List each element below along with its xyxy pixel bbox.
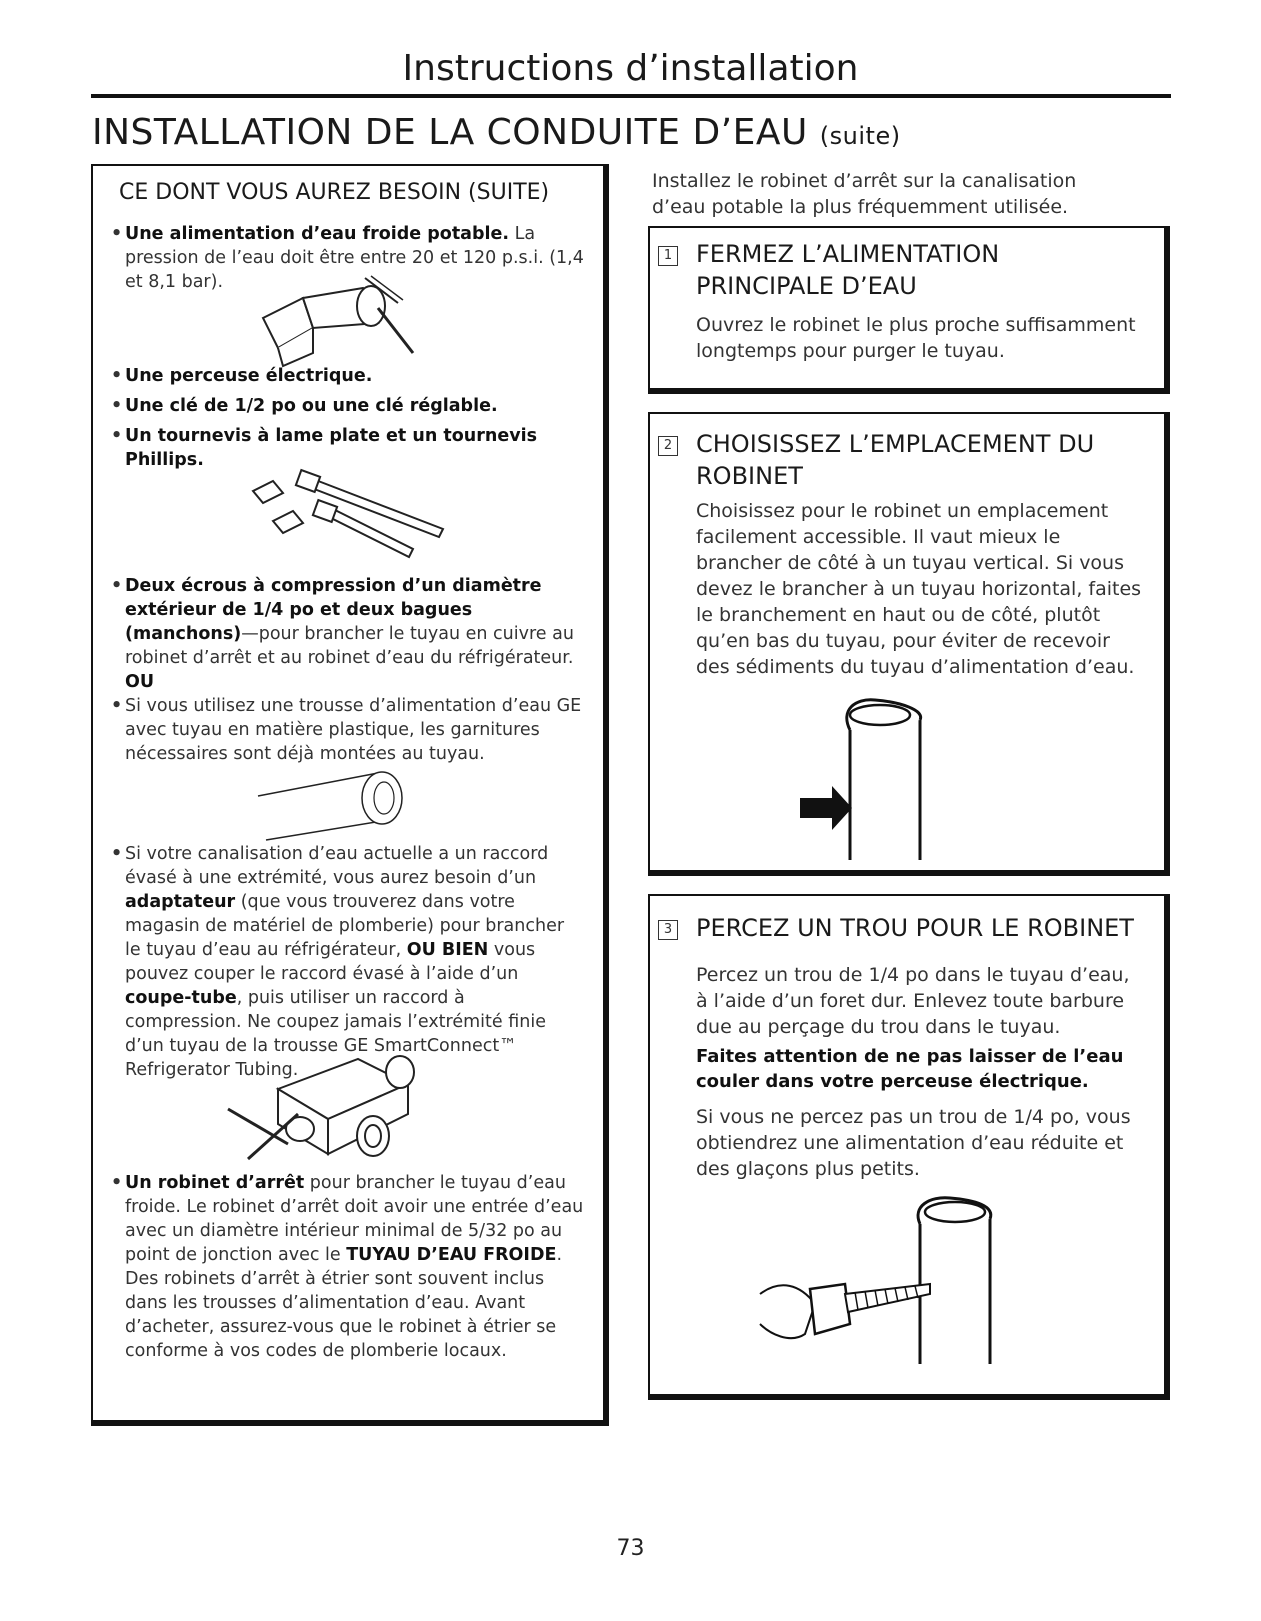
item-bold: OU BIEN xyxy=(406,940,489,960)
step-number: 3 xyxy=(658,920,678,940)
list-item: • Deux écrous à compression d’un diamètre extérieur de 1/4 po et deux bagues (manchons)—pour brancher le tuyau en cuivre au robinet d’arrêt et au robinet d’eau du réfrigérateur. OU xyxy=(125,574,585,694)
page-number: 73 xyxy=(616,1536,645,1561)
pipe-drill-icon xyxy=(760,1194,1020,1374)
item-bold: Une alimentation d’eau froide potable. xyxy=(125,224,510,244)
section-title xyxy=(92,112,901,153)
step-title: PERCEZ UN TROU POUR LE ROBINET xyxy=(696,914,1134,942)
materials-box xyxy=(91,164,609,1426)
item-bold: Deux écrous à compression d’un diamètre extérieur de 1/4 po et deux bagues (manchons) xyxy=(125,576,542,644)
step-number: 2 xyxy=(658,436,678,456)
materials-heading: CE DONT VOUS AUREZ BESOIN (SUITE) xyxy=(119,180,550,205)
item-text: pour brancher le tuyau d’eau froide. Le robinet d’arrêt doit avoir une entrée d’eau avec un diamètre intérieur minimal de 5/32 po au point de jonction avec le xyxy=(125,1173,584,1265)
step-title: CHOISISSEZ L’EMPLACEMENT DU ROBINET xyxy=(696,430,1095,490)
step-title: FERMEZ L’ALIMENTATION PRINCIPALE D’EAU xyxy=(696,240,1000,300)
item-text: vous pouvez couper le raccord évasé à l’aide d’un xyxy=(125,940,536,984)
item-bold: Un tournevis à lame plate et un tournevis Phillips. xyxy=(125,426,538,470)
header-rule xyxy=(91,94,1171,98)
step-1-box xyxy=(648,226,1170,394)
list-item: • Une clé de 1/2 po ou une clé réglable. xyxy=(111,396,498,416)
item-bold: Une perceuse électrique. xyxy=(125,366,373,386)
list-item: • Si vous utilisez une trousse d’alimentation d’eau GE avec tuyau en matière plastique, les garnitures nécessaires sont déjà montées au tuyau. xyxy=(111,696,582,764)
list-item: • Un robinet d’arrêt pour brancher le tuyau d’eau froide. Le robinet d’arrêt doit avoir une entrée d’eau avec un diamètre intérieur minimal de 5/32 po au point de jonction avec le TUYAU D’EAU FROIDE. Des robinets d’arrêt à étrier sont souvent inclus dans les trousses d’alimentation d’eau. Avant d’acheter, assurez-vous que le robinet à étrier se conforme à vos codes de plomberie locaux. xyxy=(111,1173,584,1361)
item-bold: TUYAU D’EAU FROIDE xyxy=(346,1245,557,1265)
pipe-arrow-icon xyxy=(800,690,940,870)
item-bold: adaptateur xyxy=(125,892,236,912)
item-text: , puis utiliser un raccord à compression. Ne coupez jamais l’extrémité finie d’un tuyau de la trousse GE SmartConnect™ Refrigerator Tubing. xyxy=(125,988,546,1080)
list-item: • Un tournevis à lame plate et un tournevis Phillips. xyxy=(111,426,538,470)
shutoff-valve-icon xyxy=(228,1054,448,1164)
step-warning: Faites attention de ne pas laisser de l’eau couler dans votre perceuse électrique. xyxy=(696,1046,1124,1092)
list-item: • Une perceuse électrique. xyxy=(111,366,373,386)
item-bold: Une clé de 1/2 po ou une clé réglable. xyxy=(125,396,498,416)
page-header-title: Instructions d’installation xyxy=(402,48,859,89)
item-bold: Un robinet d’arrêt xyxy=(125,1173,305,1193)
list-item: • Une alimentation d’eau froide potable. La pression de l’eau doit être entre 20 et 120 p.s.i. (1,4 et 8,1 bar). xyxy=(111,224,584,292)
item-text: . Des robinets d’arrêt à étrier sont souvent inclus dans les trousses d’alimentation d’eau. Avant d’acheter, assurez-vous que le robinet à étrier se conforme à vos codes de plomberie locaux. xyxy=(125,1245,563,1361)
step-text: Ouvrez le robinet le plus proche suffisamment longtemps pour purger le tuyau. xyxy=(696,314,1136,362)
step-text: Choisissez pour le robinet un emplacement facilement accessible. Il vaut mieux le brancher de côté à un tuyau vertical. Si vous devez le brancher à un tuyau horizontal, faites le branchement en haut ou de côté, plutôt qu’en bas du tuyau, pour éviter de recevoir des sédiments du tuyau d’alimentation d’eau. xyxy=(696,500,1142,678)
list-item: • Si votre canalisation d’eau actuelle a un raccord évasé à une extrémité, vous aurez besoin d’un adaptateur (que vous trouverez dans votre magasin de matériel de plomberie) pour brancher le tuyau d’eau au réfrigérateur, OU BIEN vous pouvez couper le raccord évasé à l’aide d’un coupe-tube, puis utiliser un raccord à compression. Ne coupez jamais l’extrémité finie d’un tuyau de la trousse GE SmartConnect™ Refrigerator Tubing. xyxy=(111,844,565,1080)
compression-tubes-icon xyxy=(243,471,453,561)
item-or: OU xyxy=(125,672,155,692)
section-title-text: INSTALLATION DE LA CONDUITE D’EAU xyxy=(92,112,808,153)
item-text: La pression de l’eau doit être entre 20 et 120 p.s.i. (1,4 et 8,1 bar). xyxy=(125,224,584,292)
section-title-suffix: (suite) xyxy=(819,122,901,150)
item-text: Si vous utilisez une trousse d’alimentation d’eau GE avec tuyau en matière plastique, les garnitures nécessaires sont déjà montées au tuyau. xyxy=(125,696,582,764)
item-text: Si votre canalisation d’eau actuelle a un raccord évasé à une extrémité, vous aurez besoin d’un xyxy=(125,844,549,888)
plastic-tube-icon xyxy=(258,768,418,848)
item-text: (que vous trouverez dans votre magasin de matériel de plomberie) pour brancher le tuyau d’eau au réfrigérateur, xyxy=(125,892,565,960)
step-text: Percez un trou de 1/4 po dans le tuyau d’eau, à l’aide d’un foret dur. Enlevez toute barbure due au perçage du trou dans le tuyau. xyxy=(696,964,1130,1038)
step-3-box xyxy=(648,894,1170,1400)
step-number: 1 xyxy=(658,246,678,266)
intro-text: Installez le robinet d’arrêt sur la canalisation d’eau potable la plus fréquemment utilisée. xyxy=(652,170,1077,218)
step-2-box xyxy=(648,412,1170,876)
step-text: Si vous ne percez pas un trou de 1/4 po, vous obtiendrez une alimentation d’eau réduite et des glaçons plus petits. xyxy=(696,1106,1131,1180)
item-text: —pour brancher le tuyau en cuivre au robinet d’arrêt et au robinet d’eau du réfrigérateur. xyxy=(125,624,574,668)
item-bold: coupe-tube xyxy=(125,988,237,1008)
drill-icon xyxy=(253,278,423,368)
